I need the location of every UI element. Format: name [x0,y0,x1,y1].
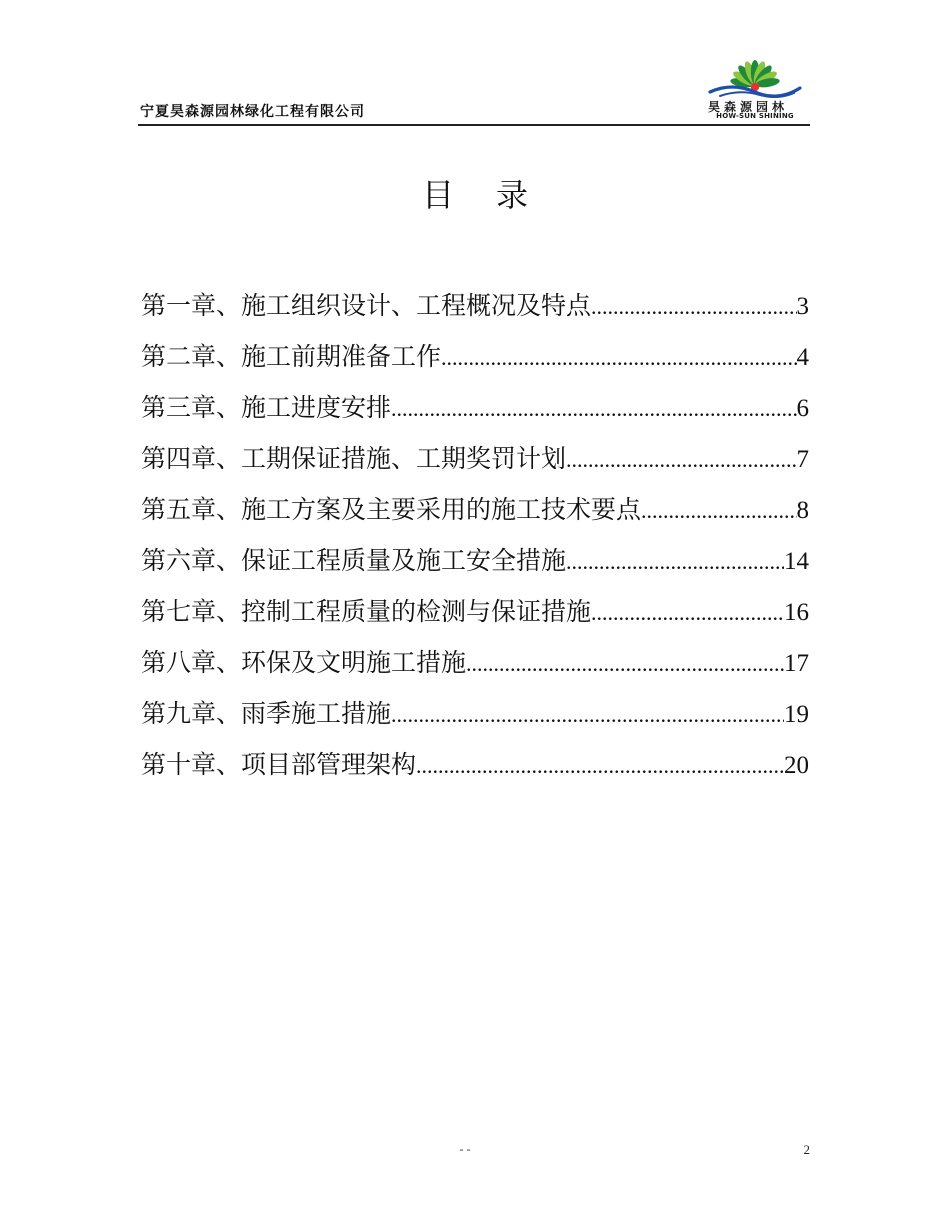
toc-entry[interactable] [141,433,809,484]
toc-entry[interactable] [141,586,809,637]
page-title: 目录 [421,176,570,214]
logo-chinese-text: 昊森源园林 [708,100,789,114]
page-header [138,52,810,126]
toc-entry-page: 20 [784,752,809,779]
toc-entry-page: 6 [796,395,809,422]
toc-entry[interactable] [141,484,809,535]
toc-dot-leader [391,689,784,739]
toc-entry[interactable] [141,382,809,433]
toc-entry-page: 19 [784,701,809,728]
toc-entry-page: 8 [796,497,809,524]
logo-emblem-icon [702,52,808,98]
toc-dot-leader [566,536,784,586]
toc-entry-label: 第一章、施工组织设计、工程概况及特点 [141,291,592,320]
toc-entry-label: 第五章、施工方案及主要采用的施工技术要点 [141,495,642,524]
logo-english-text: HOW-SUN SHINING [716,112,794,120]
toc-dot-leader [416,740,784,790]
toc-entry-label: 第四章、工期保证措施、工期奖罚计划 [141,444,567,473]
toc-entry-label: 第三章、施工进度安排 [141,393,392,422]
footer-center-text: - - [459,1142,471,1156]
company-logo [702,52,808,122]
toc-entry[interactable] [141,280,809,331]
header-rule [138,124,810,126]
footer-page-number: 2 [803,1142,810,1157]
toc-entry-label: 第十章、项目部管理架构 [141,750,417,779]
toc-entry-label: 第二章、施工前期准备工作 [141,342,442,371]
toc-dot-leader [441,332,796,382]
toc-entry-label: 第九章、雨季施工措施 [141,699,392,728]
toc-entry-page: 16 [784,599,809,626]
toc-entry-page: 3 [796,293,809,320]
toc-entry-page: 4 [796,344,809,371]
toc-entry[interactable] [141,637,809,688]
toc-entry-label: 第七章、控制工程质量的检测与保证措施 [141,597,592,626]
table-of-contents [141,280,809,790]
toc-dot-leader [466,638,784,688]
toc-entry-page: 14 [784,548,809,575]
toc-entry-page: 17 [784,650,809,677]
toc-entry[interactable] [141,331,809,382]
toc-entry-label: 第六章、保证工程质量及施工安全措施 [141,546,567,575]
toc-entry[interactable] [141,535,809,586]
toc-dot-leader [566,434,796,484]
toc-dot-leader [641,485,796,535]
toc-entry-page: 7 [796,446,809,473]
toc-dot-leader [391,383,796,433]
company-name: 宁夏昊森源园林绿化工程有限公司 [140,104,365,120]
toc-dot-leader [591,587,784,637]
toc-entry-label: 第八章、环保及文明施工措施 [141,648,467,677]
toc-entry[interactable] [141,739,809,790]
toc-dot-leader [591,281,796,331]
toc-entry[interactable] [141,688,809,739]
